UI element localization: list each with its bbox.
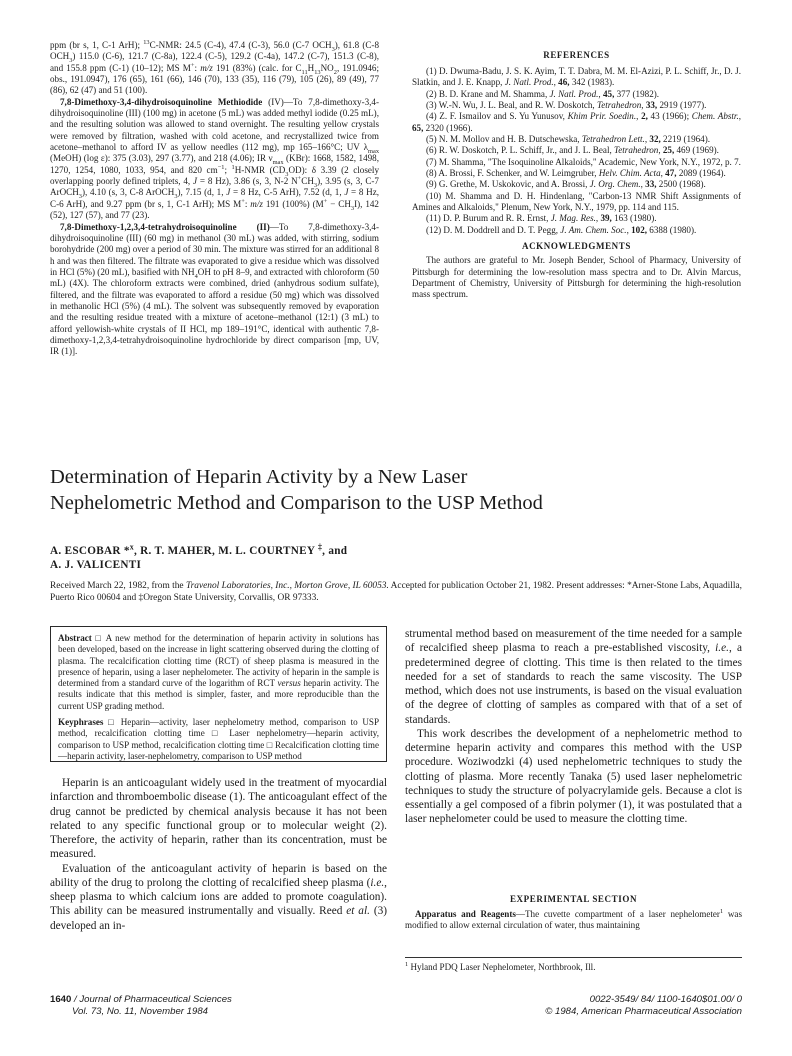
- text-run: was modified to allow external circulation of water, thus maintaining: [405, 909, 743, 931]
- text-run: NO: [320, 62, 334, 73]
- text-run: , and: [322, 545, 348, 557]
- text-run: Tetrahedron: [596, 100, 642, 111]
- text-run: 6388 (1980).: [647, 224, 697, 235]
- footer-copyright: © 1984, American Pharmaceutical Association: [545, 1006, 742, 1017]
- text-run: 11: [301, 68, 308, 76]
- text-run: = 8 Hz, C-5 ArH), 7.52 (d, 1,: [230, 187, 345, 198]
- text-run: (8) A. Brossi, F. Schenker, and W. Leimgruber,: [426, 168, 599, 179]
- text-run: 163 (1980).: [611, 213, 657, 224]
- text-run: i.e.: [370, 876, 385, 889]
- text-run: C-NMR: 24.5 (C-4), 47.4 (C-3), 56.0 (C-7 OCH: [149, 40, 332, 50]
- text-run: max: [368, 147, 379, 155]
- text-run: □: [103, 717, 121, 728]
- text-run: (12) D. M. Doddrell and D. T. Pegg,: [426, 224, 561, 235]
- text-run: (5) N. M. Mollov and H. B. Dutschewska,: [426, 134, 582, 145]
- text-run: (KBr): 1668, 1582, 1498, 1270, 1254, 1080, 1033, 954, and 820 cm: [50, 153, 379, 175]
- reference-item: [412, 168, 741, 179]
- text-run: Heparin is an anticoagulant widely used in the treatment of myocardial infarction and thromboembolic disease (1). The anticoagulant effect of the drug cannot be predicted by chemical analysis because it has not been related to any specific functional group or to molecular weight (2). Therefore, the activity of heparin, rather than its concentration, must be measured.: [50, 777, 387, 861]
- text-run: 45,: [602, 88, 615, 99]
- text-run: +: [297, 175, 302, 183]
- text-run: Received March 22, 1982, from the: [50, 581, 186, 591]
- text-run: − CH: [327, 198, 351, 209]
- keyphrases-text: [58, 717, 379, 762]
- author-list: [50, 544, 750, 572]
- text-run: et al.: [346, 905, 370, 918]
- text-run: heparin activity. The results indicate that this method is simpler, faster, and more reproducible than the current USP grading method.: [58, 678, 379, 711]
- text-run: ), 7.15 (d, 1,: [177, 187, 227, 198]
- authors-line-1: [50, 544, 750, 558]
- text-run: 2089 (1964).: [676, 168, 726, 179]
- footer-right: [440, 994, 742, 1018]
- text-run: m/z: [200, 62, 213, 73]
- text-run: 43 (1966);: [647, 111, 692, 122]
- text-run: ,: [636, 111, 642, 122]
- text-run: Chem. Abstr.: [691, 111, 739, 122]
- journal-name: / Journal of Pharmaceutical Sciences: [71, 994, 232, 1005]
- text-run: This work describes the development of a nephelometric method to determine heparin activity and compares this method with the USP procedure. Woziwodzki (4) used nephelometric techniques to study the clotting of plasma. More recently Tanaka (5) used laser nephelometric techniques to study the structure of polyacrylamide gels. Because a clot is essentially a gel composed of a fibrin polymer (1), it was postulated that a laser nephelometer could be used to measure the clotting time.: [405, 727, 742, 826]
- text-run: Abstract: [58, 633, 92, 643]
- text-run: 3: [78, 193, 82, 201]
- text-run: x: [129, 542, 134, 552]
- text-run: , 191.0946; obs., 191.0947), 176 (65), 161 (66), 146 (70), 133 (35), 116 (79), 105 (26), 89 (49), 77 (86), 62 (47) and 51 (100).: [50, 62, 379, 96]
- text-run: 469 (1969).: [674, 145, 719, 156]
- text-run: I), 142 (52), 127 (57), and 77 (23).: [50, 198, 379, 221]
- text-run: —The cuvette compartment of a laser nephelometer: [515, 909, 720, 919]
- text-run: A new method for the determination of heparin activity in solutions has been developed, based on the increase in light scattering observed during the clotting of plasma. The recalcification clotting time (RCT) of sheep plasma is measured in the presence of heparin, using a laser nephelometer. The activity of heparin in the sample is determined from a standard curve of the logarithm of RCT: [58, 633, 379, 689]
- text-run: ,: [595, 213, 601, 224]
- text-run: 2500 (1968).: [656, 179, 706, 190]
- text-run: ‡: [317, 542, 323, 552]
- text-run: 102,: [631, 224, 648, 235]
- body-paragraph: [405, 727, 742, 827]
- prev-paragraph: [50, 40, 379, 97]
- text-run: J. Mag. Res.: [550, 213, 596, 224]
- text-run: ppm (br s, 1, C-1 ArH);: [50, 40, 144, 50]
- reference-item: [412, 89, 741, 100]
- experimental-text: [405, 909, 742, 932]
- text-run: 2219 (1964).: [660, 134, 711, 145]
- text-run: ) 115.0 (C-6), 121.7 (C-8a), 122.4 (C-5), 129.2 (C-4a), 147.2 (C-7), 151.3 (C-8), and 155.8 ppm (C-1) (10–12); MS M: [50, 51, 379, 73]
- reference-item: [412, 100, 741, 111]
- text-run: (2) B. D. Krane and M. Shamma,: [426, 88, 550, 99]
- text-run: (9) G. Grethe, M. Uskokovic, and A. Brossi,: [426, 179, 590, 190]
- text-run: Accepted for publication October 21, 1982. Present addresses: *Arner-Stone Labs, Aquadilla, Puerto Rico 00604 and ‡Oregon State University, Corvallis, OR 97333.: [50, 581, 742, 603]
- previous-article-text: [50, 40, 379, 358]
- text-run: 3: [313, 181, 318, 189]
- text-run: (IV)—To 7,8-dimethoxy-3,4-dihydroisoquinoline (III) (100 mg) in acetone (5 mL) was added methyl iodide (0.25 mL), and the resulting solution was allowed to stand overnight. The resulting yellow crystals were removed by filtration, washed with cold acetone, and recrystallized twice from acetone–methanol to afford IV as yellow needles (112 mg), mp 165–166°C; UV λ: [50, 96, 379, 153]
- abstract-box: [50, 626, 387, 762]
- text-run: (1) D. Dwuma-Badu, J. S. K. Ayim, T. T. Dabra, M. M. El-Azizi, P. L. Schiff, Jr., D. J. Slatkin, and J. E. Knapp,: [412, 66, 741, 88]
- text-run: ), 61.8 (C-8 OCH: [50, 40, 379, 62]
- text-run: 7,8-Dimethoxy-3,4-dihydroisoquinoline Methiodide: [60, 96, 263, 107]
- text-run: 13: [314, 68, 321, 76]
- text-run: 65,: [412, 122, 424, 133]
- text-run: A. ESCOBAR *: [50, 545, 130, 557]
- text-run: ,: [598, 88, 603, 99]
- footnote-text: [405, 962, 742, 973]
- footer-journal-line: [50, 994, 390, 1006]
- text-run: 39,: [600, 213, 612, 224]
- text-run: Keyphrases: [58, 717, 104, 728]
- text-run: Helv. Chim. Acta: [598, 168, 661, 179]
- text-run: ,: [738, 111, 742, 122]
- text-run: 33,: [645, 179, 657, 190]
- text-run: (11) D. P. Burum and R. R. Ernst,: [426, 213, 551, 224]
- text-run: 3: [69, 57, 73, 65]
- text-run: strumental method based on measurement of the time needed for a sample of recalcified sheep plasma to reach a pre-established viscosity,: [405, 628, 742, 655]
- text-run: (10) M. Shamma and D. H. Hindenlang, "Carbon-13 NMR Shift Assignments of Amines and Alkaloids," Plenum, New York, N.Y., 1979, pp. 114 and 115.: [412, 190, 741, 213]
- text-run: ,: [553, 77, 559, 88]
- text-run: = 8 Hz, C-6 ArH), and 9.27 ppm (br s, 1, C-1 ArH); MS M: [50, 187, 380, 209]
- text-run: 342 (1983).: [569, 77, 615, 88]
- text-run: +: [190, 61, 195, 69]
- text-run: CH: [301, 176, 314, 187]
- footer-code: 0022-3549/ 84/ 1100-1640$01.00/ 0: [589, 994, 742, 1005]
- reference-item: [412, 179, 741, 190]
- body-paragraph: [50, 862, 387, 933]
- title-line-1: Determination of Heparin Activity by a New Laser: [50, 466, 468, 488]
- text-run: 3: [174, 193, 178, 201]
- footnote: [405, 962, 742, 973]
- text-run: J. Natl. Prod.: [504, 77, 554, 88]
- text-run: 1: [231, 163, 235, 171]
- reference-item: [412, 191, 741, 214]
- references-heading: REFERENCES: [543, 50, 610, 60]
- title-line-2: Nephelometric Method and Comparison to the USP Method: [50, 492, 543, 514]
- text-run: 1: [405, 960, 409, 968]
- text-run: H: [307, 62, 315, 73]
- reference-item: [412, 145, 741, 156]
- text-run: Heparin—activity, laser nephelometry method, comparison to USP method, recalcification clotting time □ Laser nephelometry—heparin activity, comparison to USP method, recalcification clotting time □ Recalcification clotting time—heparin activity, laser-nephelometry, comparison to USP method: [58, 717, 379, 761]
- text-run: ,: [644, 134, 650, 145]
- reference-item: [412, 225, 741, 236]
- text-run: 13: [143, 38, 150, 46]
- text-run: 25,: [662, 145, 675, 156]
- text-run: :: [244, 198, 251, 209]
- footer-issue: Vol. 73, No. 11, November 1984: [72, 1006, 208, 1017]
- text-run: 46,: [558, 77, 570, 88]
- prev-paragraph: [50, 97, 379, 222]
- text-run: , sheep plasma to which calcium ions are added to promote coagulation). This ability can be measured instrumentally and visually. Reed: [50, 876, 387, 918]
- text-run: 47,: [665, 168, 677, 179]
- text-run: ,: [658, 145, 663, 156]
- acknowledgments-heading: ACKNOWLEDGMENTS: [521, 241, 631, 252]
- body-left-column: [50, 776, 387, 933]
- text-run: J: [344, 187, 349, 198]
- text-run: 4: [194, 272, 198, 280]
- text-run: (3) W.-N. Wu, J. L. Beal, and R. W. Doskotch,: [426, 100, 597, 111]
- text-run: ), 4.10 (s, 3, C-8 ArOCH: [81, 187, 175, 198]
- abstract-text: [58, 633, 379, 712]
- text-run: i.e.: [715, 642, 729, 655]
- text-run: 377 (1982).: [614, 88, 660, 99]
- text-run: ,: [626, 224, 632, 235]
- body-paragraph: [405, 627, 742, 727]
- text-run: 2: [333, 68, 337, 76]
- text-run: max: [272, 159, 284, 167]
- text-run: ), 3.95 (s, 3, C-7 ArOCH: [50, 176, 379, 198]
- text-run: 33,: [645, 100, 658, 111]
- reference-item: [412, 134, 741, 145]
- text-run: 3: [285, 170, 289, 178]
- text-run: m/z: [250, 198, 263, 209]
- text-run: :: [194, 62, 201, 73]
- text-run: J: [226, 187, 231, 198]
- text-run: (II): [256, 221, 270, 232]
- text-run: 7,8-Dimethoxy-1,2,3,4-tetrahydroisoquinoline: [60, 221, 237, 232]
- text-run: 2320 (1966).: [423, 122, 473, 133]
- text-run: 191 (100%) (M: [262, 198, 324, 209]
- text-run: 3: [350, 204, 355, 212]
- text-run: (MeOH) (log ε): 375 (3.03), 297 (3.77), and 218 (4.06); IR ν: [50, 153, 273, 164]
- received-accepted-line: [50, 580, 742, 604]
- text-run: J. Natl. Prod.: [549, 88, 599, 99]
- text-run: −1: [217, 163, 225, 171]
- text-run: J. Am. Chem. Soc.: [560, 224, 627, 235]
- text-run: = 8 Hz), 3.86 (s, 3, N-2 N: [197, 176, 298, 187]
- text-run: Khim Prir. Soedin.: [567, 111, 637, 122]
- footnote-rule: [405, 957, 742, 958]
- acknowledgments-text: [412, 255, 741, 300]
- text-run: ;: [224, 164, 232, 175]
- text-run: +: [241, 197, 245, 205]
- text-run: (6) R. W. Doskotch, P. L. Schiff, Jr., and J. L. Beal,: [426, 145, 615, 156]
- reference-list: [412, 66, 741, 236]
- reference-item: [412, 111, 741, 134]
- acknowledgments-paragraph: The authors are grateful to Mr. Joseph Bender, School of Pharmacy, University of Pittsburgh for determining the low-resolution mass spectra and to Dr. Alvin Marcus, Department of Chemistry, University of Pittsburgh for determining the high-resolution mass spectrum.: [412, 255, 741, 300]
- text-run: 2,: [641, 111, 648, 122]
- text-run: [237, 222, 257, 232]
- text-run: 2919 (1977).: [657, 100, 707, 111]
- footer-left: [50, 994, 390, 1018]
- text-run: 32,: [649, 134, 661, 145]
- reference-item: [412, 213, 741, 224]
- text-run: ,: [640, 179, 646, 190]
- text-run: □: [91, 633, 106, 643]
- text-run: Evaluation of the anticoagulant activity of heparin is based on the ability of the drug to prolong the clotting of recalcified sheep plasma (: [50, 862, 387, 889]
- prev-paragraph: [50, 222, 379, 358]
- text-run: ,: [660, 168, 666, 179]
- page-number: 1640: [50, 994, 72, 1005]
- reference-item: [412, 66, 741, 89]
- text-run: Tetrahedron Lett.: [581, 134, 645, 145]
- received-text: [50, 580, 742, 604]
- experimental-section-heading: EXPERIMENTAL SECTION: [509, 894, 638, 904]
- text-run: Hyland PDQ Laser Nephelometer, Northbrook, Ill.: [408, 962, 596, 972]
- text-run: (4) Z. F. Ismailov and S. Yu Yunusov,: [426, 111, 568, 122]
- text-run: 3: [331, 45, 335, 53]
- text-run: versus: [277, 678, 301, 689]
- text-run: +: [323, 197, 328, 205]
- text-run: H-NMR (CD: [234, 164, 286, 175]
- text-run: OD): δ 3.39 (2 closely overlapping poorly defined triplets, 4,: [50, 164, 379, 187]
- text-run: ,: [641, 100, 646, 111]
- authors-line-2: A. J. VALICENTI: [50, 559, 142, 571]
- text-run: J. Org. Chem.: [589, 179, 641, 190]
- text-run: Tetrahedron: [614, 145, 659, 156]
- text-run: J: [193, 176, 198, 187]
- text-run: (3) developed an in-: [50, 905, 388, 932]
- references-column: [412, 50, 741, 301]
- text-run: , a predetermined degree of clotting. This time is then related to the times needed for a set of standards to reach the same viscosity. The USP method, which does not use instruments, is based on the visual evaluation of the degree of clotting of samples as compared with that of a set of standards.: [405, 642, 742, 726]
- experimental-paragraph: [405, 909, 742, 932]
- reference-item: [412, 157, 741, 168]
- text-run: —To 7,8-dimethoxy-3,4-dihydroisoquinoline (III) (60 mg) in methanol (30 mL) was added, with stirring, sodium borohydride (200 mg) over a period of 30 min. The mixture was stirred for an additional 8 h and was then filtered. The filtrate was evaporated to give a residue which was dissolved in HCl (5%) (20 mL), basified with NH: [50, 221, 379, 277]
- text-run: Travenol Laboratories, Inc., Morton Grove, IL 60053.: [185, 581, 389, 591]
- body-paragraph: [50, 776, 387, 862]
- body-right-column: [405, 627, 742, 827]
- text-run: OH to pH 8–9, and extracted with chloroform (50 mL) (4X). The chloroform extracts were combined, dried (anhydrous sodium sulfate), filtered, and the filtrate was evaporated to afford a residue (50 mg) which was dissolved in methanolic HCl (5%) (4 mL). The solvent was subsequently removed by evaporation and the resulting residue treated with a mixture of acetone–methanol (12:1) (3 mL) to afford yellowish-white crystals of II HCl, mp 189–191°C, identical with authentic 7,8-dimethoxy-1,2,3,4-tetrahydroisoquinoline hydrochloride by direct comparison [mp, UV, IR (1)].: [50, 266, 379, 357]
- text-run: 191 (83%) (calc. for C: [212, 62, 302, 73]
- text-run: , R. T. MAHER, M. L. COURTNEY: [133, 545, 318, 557]
- text-run: Apparatus and Reagents: [415, 909, 516, 919]
- text-run: (7) M. Shamma, "The Isoquinoline Alkaloids," Academic, New York, N.Y., 1972, p. 7.: [426, 156, 741, 167]
- text-run: 1: [719, 907, 724, 915]
- article-title: [50, 464, 750, 516]
